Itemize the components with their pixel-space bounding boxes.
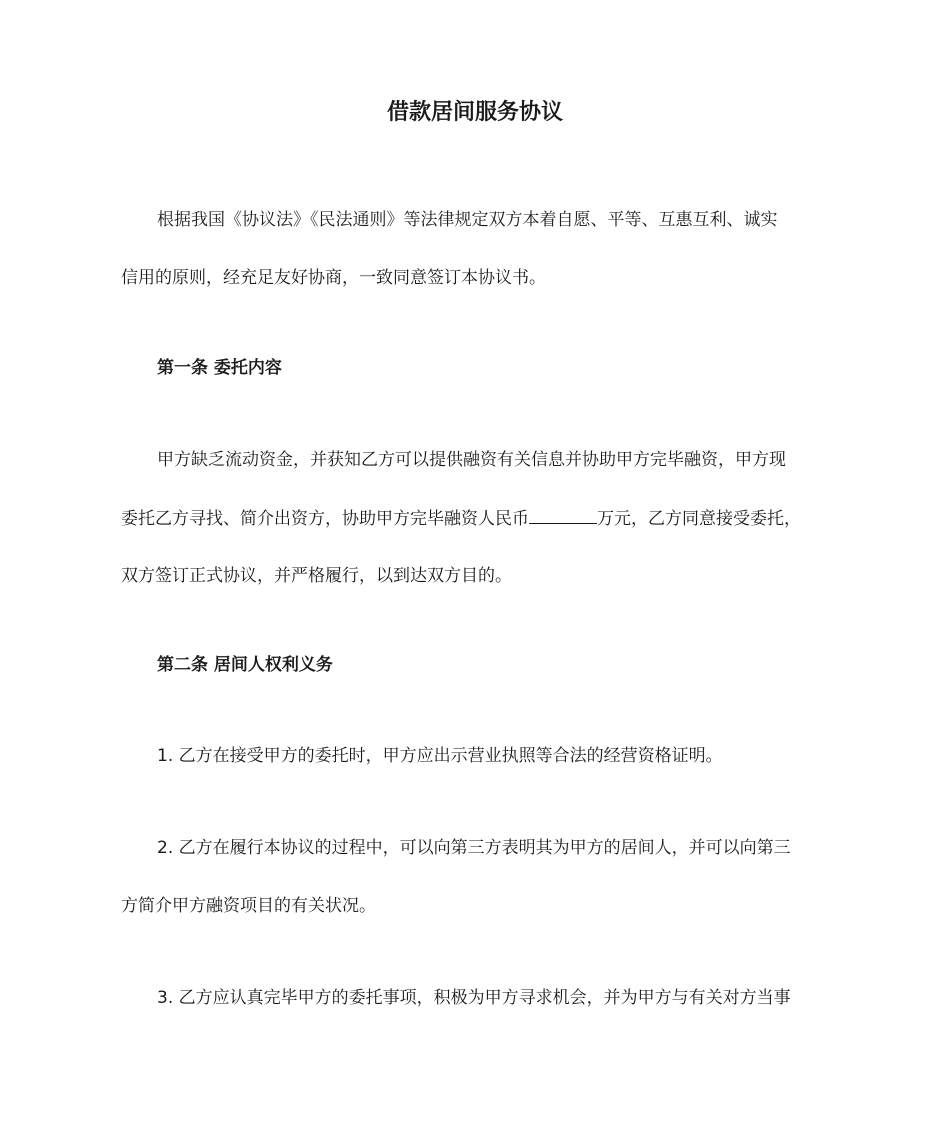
article-2-item-2-line-2: 方简介甲方融资项目的有关状况。 xyxy=(121,896,376,916)
article-2-item-3-line-1: 3. 乙方应认真完毕甲方的委托事项，积极为甲方寻求机会，并为甲方与有关对方当事 xyxy=(157,988,791,1008)
article-2-item-2-line-1: 2. 乙方在履行本协议的过程中，可以向第三方表明其为甲方的居间人，并可以向第三 xyxy=(157,838,791,858)
amount-blank xyxy=(529,505,597,524)
article-1-heading: 第一条 委托内容 xyxy=(157,358,282,378)
article-1-line-3: 双方签订正式协议，并严格履行，以到达双方目的。 xyxy=(121,566,512,586)
article-1-line-2-before-blank: 委托乙方寻找、简介出资方，协助甲方完毕融资人民币 xyxy=(121,509,529,529)
article-1-line-1: 甲方缺乏流动资金，并获知乙方可以提供融资有关信息并协助甲方完毕融资，甲方现 xyxy=(157,450,786,470)
article-2-heading: 第二条 居间人权利义务 xyxy=(157,655,333,675)
document-title: 借款居间服务协议 xyxy=(386,100,563,125)
article-2-item-1: 1. 乙方在接受甲方的委托时，甲方应出示营业执照等合法的经营资格证明。 xyxy=(157,746,723,766)
preamble-line-1: 根据我国《协议法》《民法通则》等法律规定双方本着自愿、平等、互惠互利、诚实 xyxy=(157,210,778,230)
article-1-line-2-after-blank: 万元，乙方同意接受委托， xyxy=(597,509,801,529)
article-1-line-2 xyxy=(121,505,801,532)
preamble-line-2: 信用的原则，经充足友好协商，一致同意签订本协议书。 xyxy=(121,268,546,288)
